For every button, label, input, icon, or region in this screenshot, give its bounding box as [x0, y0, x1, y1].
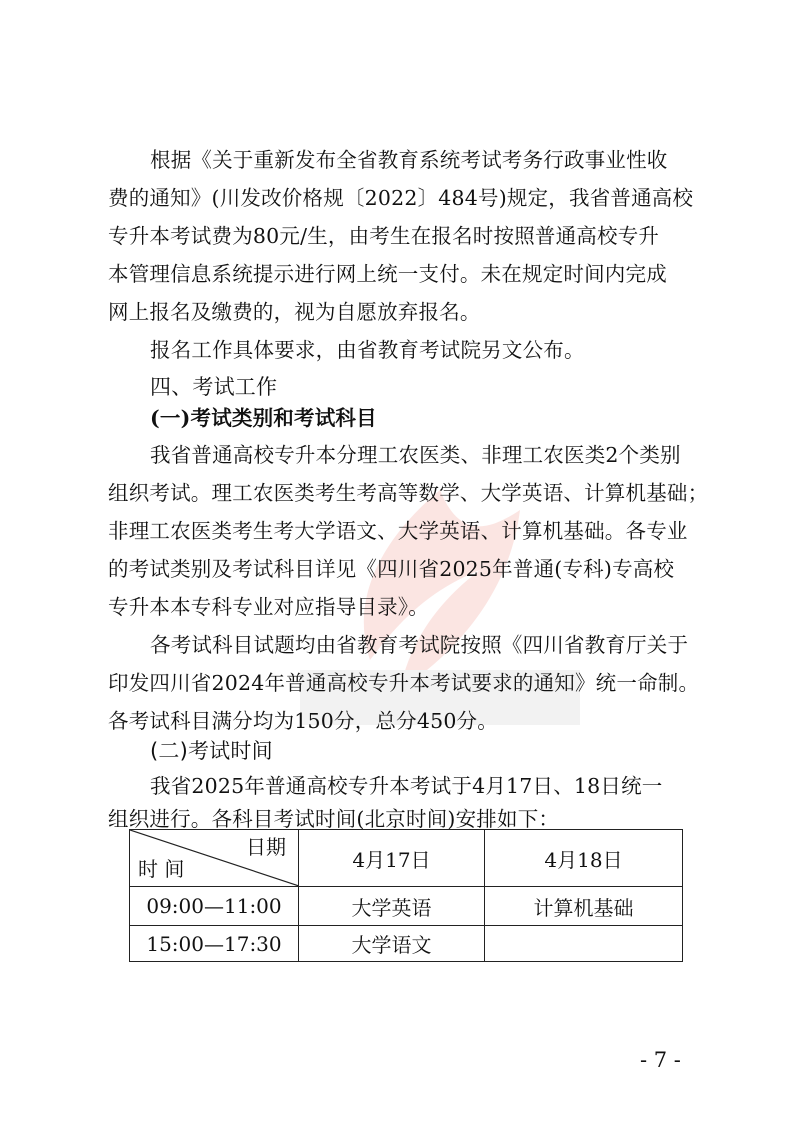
table-corner-cell: [130, 830, 299, 887]
paragraph-line: 本管理信息系统提示进行网上统一支付。未在规定时间内完成: [108, 262, 667, 286]
time-cell: 09:00—11:00: [130, 887, 299, 926]
paragraph-line: 各考试科目试题均由省教育考试院按照《四川省教育厅关于: [150, 633, 689, 657]
paragraph-line: 费的通知》(川发改价格规〔2022〕484号)规定，我省普通高校: [108, 186, 694, 210]
corner-label-time: 时 间: [138, 857, 185, 881]
paragraph-line: 我省普通高校专升本分理工农医类、非理工农医类2个类别: [150, 443, 681, 467]
table-header-row: [130, 830, 683, 887]
paragraph-line: 印发四川省2024年普通高校专升本考试要求的通知》统一命制。: [108, 671, 700, 695]
subsection-heading: (一)考试类别和考试科目: [150, 406, 377, 430]
subject-cell: 计算机基础: [485, 887, 683, 926]
paragraph-line: 报名工作具体要求，由省教育考试院另文公布。: [150, 338, 585, 362]
paragraph-line: 非理工农医类考生考大学语文、大学英语、计算机基础。各专业: [108, 519, 688, 543]
table-header-date: 4月17日: [299, 830, 485, 887]
subject-cell: [485, 926, 683, 962]
paragraph-line: 组织考试。理工农医类考生考高等数学、大学英语、计算机基础；: [108, 481, 709, 505]
corner-label-date: 日期: [246, 835, 286, 859]
paragraph-line: 的考试类别及考试科目详见《四川省2025年普通(专科)专高校: [108, 557, 675, 581]
subsection-heading: (二)考试时间: [150, 739, 273, 763]
table-row: [130, 887, 683, 926]
paragraph-line: 根据《关于重新发布全省教育系统考试考务行政事业性收: [150, 148, 668, 172]
section-heading: 四、考试工作: [150, 375, 278, 399]
subject-cell: 大学英语: [299, 887, 485, 926]
paragraph-line: 各考试科目满分均为150分，总分450分。: [108, 709, 498, 733]
paragraph-line: 我省2025年普通高校专升本考试于4月17日、18日统一: [150, 774, 663, 798]
page-number: - 7 -: [640, 1048, 681, 1072]
subject-cell: 大学语文: [299, 926, 485, 962]
exam-schedule-table: [129, 829, 683, 962]
table-row: [130, 926, 683, 962]
paragraph-line: 网上报名及缴费的，视为自愿放弃报名。: [108, 300, 481, 324]
time-cell: 15:00—17:30: [130, 926, 299, 962]
paragraph-line: 专升本考试费为80元/生，由考生在报名时按照普通高校专升: [108, 224, 660, 248]
paragraph-line: 组织进行。各科目考试时间(北京时间)安排如下：: [108, 807, 560, 831]
paragraph-line: 专升本本专科专业对应指导目录》。: [108, 595, 429, 619]
table-header-date: 4月18日: [485, 830, 683, 887]
